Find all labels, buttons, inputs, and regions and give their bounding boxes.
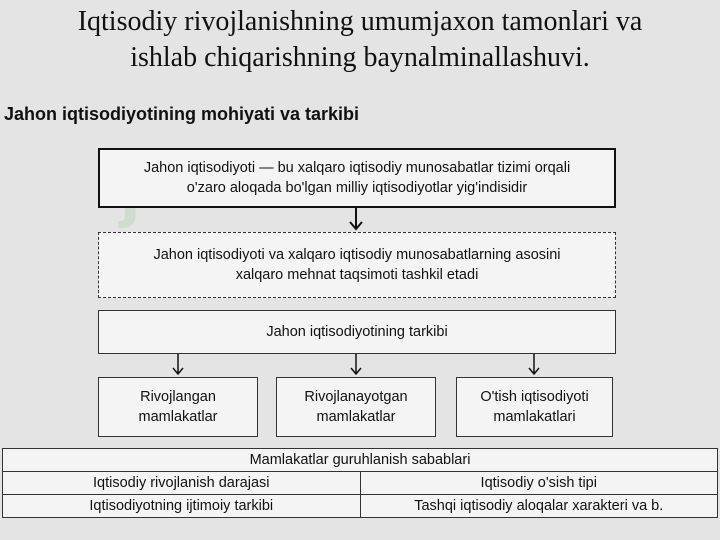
table-cell: Iqtisodiy o'sish tipi: [360, 472, 718, 495]
arrow-definition-to-basis: [350, 208, 362, 229]
table-cell: Iqtisodiy rivojlanish darajasi: [3, 472, 361, 495]
table-cell: Iqtisodiyotning ijtimoiy tarkibi: [3, 495, 361, 518]
diagram-subtitle: Jahon iqtisodiyotining mohiyati va tarkibi: [4, 104, 360, 124]
category-2-line-2: mamlakatlar: [316, 409, 396, 425]
basis-line-1: Jahon iqtisodiyoti va xalqaro iqtisodiy munosabatlarning asosini: [153, 247, 561, 263]
basis-box: [98, 232, 616, 298]
structure-box: [98, 310, 616, 354]
arrow-structure-to-transition: [529, 354, 539, 374]
arrow-structure-to-developed: [173, 354, 183, 374]
page-title: [0, 4, 720, 76]
definition-line-1: Jahon iqtisodiyoti — bu xalqaro iqtisodiy munosabatlar tizimi orqali: [143, 160, 571, 176]
basis-line-2: xalqaro mehnat taqsimoti tashkil etadi: [235, 267, 479, 283]
table-header-row: [3, 449, 718, 472]
table-cell: Tashqi iqtisodiy aloqalar xarakteri va b.: [360, 495, 718, 518]
category-1-line-2: mamlakatlar: [138, 409, 218, 425]
structure-label: Jahon iqtisodiyotining tarkibi: [266, 324, 448, 340]
table-row: [3, 472, 718, 495]
definition-line-2: o'zaro aloqada bo'lgan milliy iqtisodiyotlar yig'indisidir: [186, 180, 528, 196]
category-3-line-1: O'tish iqtisodiyoti: [480, 389, 589, 405]
table-row: [3, 495, 718, 518]
definition-box: [98, 148, 616, 208]
grouping-reasons-table: [2, 448, 718, 518]
category-box-transition: [456, 377, 613, 437]
category-3-line-2: mamlakatlari: [493, 409, 576, 425]
arrow-structure-to-developing: [351, 354, 361, 374]
title-line-1: Iqtisodiy rivojlanishning umumjaxon tamonlari va: [77, 6, 643, 37]
category-1-line-1: Rivojlangan: [140, 389, 216, 405]
category-box-developed: [98, 377, 258, 437]
table-header: Mamlakatlar guruhlanish sabablari: [3, 449, 718, 472]
category-2-line-1: Rivojlanayotgan: [304, 389, 408, 405]
title-line-2: ishlab chiqarishning baynalminallashuvi.: [130, 42, 590, 73]
category-box-developing: [276, 377, 436, 437]
